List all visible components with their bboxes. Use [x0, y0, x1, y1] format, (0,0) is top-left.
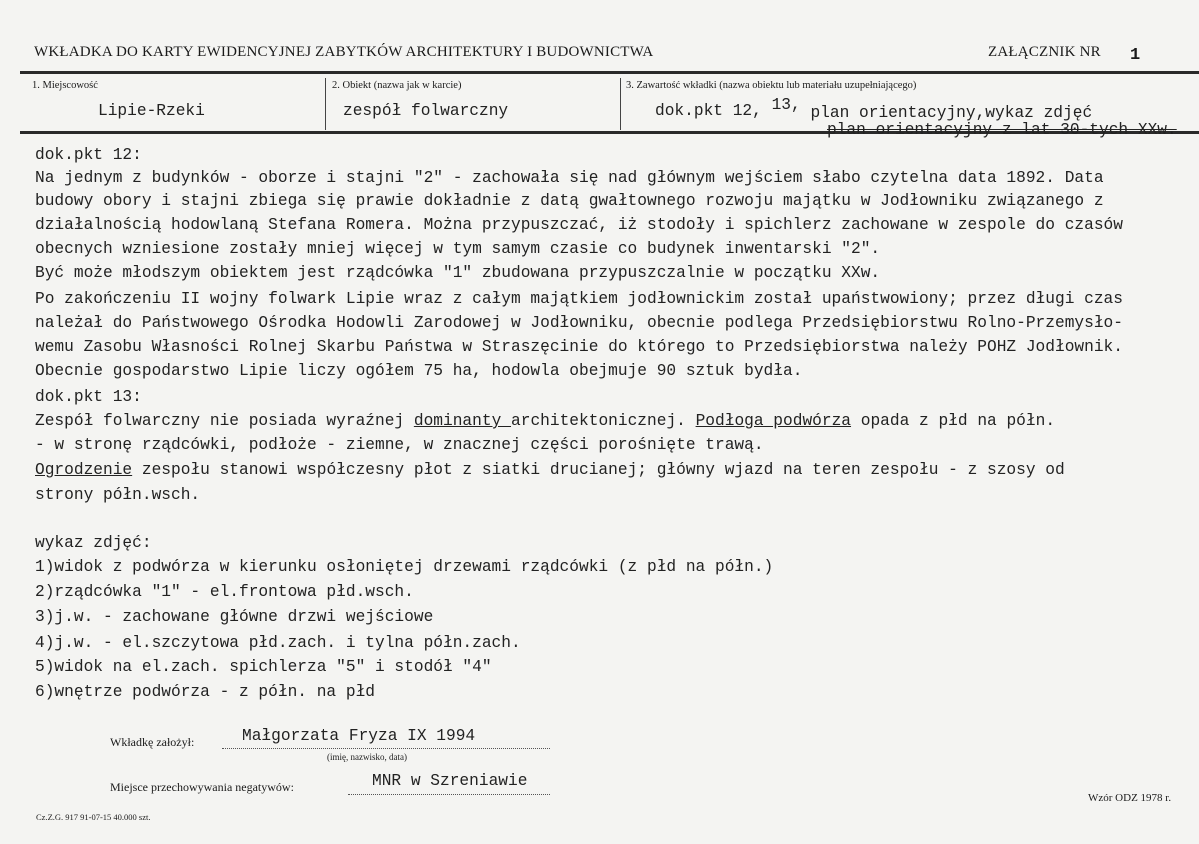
- author-hint: (imię, nazwisko, data): [327, 752, 407, 762]
- contents-part: dok.pkt 12,: [655, 102, 772, 120]
- section-heading: dok.pkt 13:: [35, 388, 142, 406]
- text-line: należał do Państwowego Ośrodka Hodowli Zarodowej w Jodłowniku, obecnie podlega Przedsiębiorstwu Rolno-Przemysło-: [35, 314, 1123, 332]
- photo-item: 1)widok z podwórza w kierunku osłoniętej drzewami rządcówki (z płd na półn.): [35, 558, 774, 576]
- print-info: Cz.Z.G. 917 91-07-15 40.000 szt.: [36, 812, 151, 822]
- text-part: Ogrodzenie: [35, 461, 133, 479]
- text-part: opada z płd na półn.: [851, 412, 1056, 430]
- text-line: Na jednym z budynków - oborze i stajni "2" - zachowała się nad głównym wejściem słabo czytelna data 1892. Data: [35, 169, 1104, 187]
- text-line: Po zakończeniu II wojny folwark Lipie wraz z całym majątkiem jodłownickim został upaństwowiony; przez długi czas: [35, 290, 1123, 308]
- top-rule: [20, 71, 1199, 74]
- text-line: - w stronę rządcówki, podłoże - ziemne, w znacznej części porośnięte trawą.: [35, 436, 764, 454]
- form-model: Wzór ODZ 1978 r.: [1088, 792, 1172, 804]
- contents-value: [655, 96, 1093, 122]
- text-line: strony półn.wsch.: [35, 486, 201, 504]
- document-title: WKŁADKA DO KARTY EWIDENCYJNEJ ZABYTKÓW ARCHITEKTURY I BUDOWNICTWA: [34, 44, 654, 60]
- contents-part: 13,: [771, 96, 801, 114]
- object-value: zespół folwarczny: [343, 102, 509, 120]
- contents-value-2: plan orientacyjny z lat 30-tych XXw.: [827, 121, 1177, 139]
- text-line: Być może młodszym obiektem jest rządcówka "1" zbudowana przypuszczalnie w początku XXw.: [35, 264, 881, 282]
- text-line: obecnych wzniesione zostały mniej więcej w tym samym czasie co budynek inwentarski "2".: [35, 240, 881, 258]
- photo-item: 2)rządcówka "1" - el.frontowa płd.wsch.: [35, 583, 414, 601]
- attachment-number: 1: [1130, 46, 1141, 65]
- photo-item: 5)widok na el.zach. spichlerza "5" i stodół "4": [35, 658, 492, 676]
- photo-item: 4)j.w. - el.szczytowa płd.zach. i tylna półn.zach.: [35, 634, 521, 652]
- photo-item: 6)wnętrze podwórza - z półn. na płd: [35, 683, 375, 701]
- text-part: zespołu stanowi współczesny płot z siatki drucianej; główny wjazd na teren zespołu - z szosy od: [132, 461, 1065, 479]
- contents-label: 3. Zawartość wkładki (nazwa obiektu lub materiału uzupełniającego): [626, 80, 917, 91]
- text-line: budowy obory i stajni zbiega się prawie dokładnie z datą gwałtownego rozwoju majątku w Jodłowniku związanego z: [35, 192, 1104, 210]
- section-heading: wykaz zdjęć:: [35, 534, 152, 552]
- text-part: dominanty: [413, 412, 512, 430]
- text-part: Zespół folwarczny nie posiada wyraźnej: [35, 412, 414, 430]
- text-line: [35, 412, 1055, 430]
- locality-value: Lipie-Rzeki: [98, 102, 205, 120]
- text-line: Obecnie gospodarstwo Lipie liczy ogółem 75 ha, hodowla obejmuje 90 sztuk bydła.: [35, 362, 803, 380]
- text-part: Podłoga podwórza: [695, 412, 852, 430]
- negatives-label: Miejsce przechowywania negatywów:: [110, 780, 294, 794]
- column-divider: [620, 78, 621, 130]
- section-heading: dok.pkt 12:: [35, 146, 142, 164]
- contents-part: plan orientacyjny,wykaz zdjęć: [810, 104, 1093, 122]
- text-line: wemu Zasobu Własności Rolnej Skarbu Państwa w Straszęcinie do którego to Przedsiębiorstwa należy POHZ Jodłownik.: [35, 338, 1123, 356]
- text-part: architektonicznej.: [511, 412, 696, 430]
- author-value: Małgorzata Fryza IX 1994: [242, 727, 476, 745]
- photo-item: 3)j.w. - zachowane główne drzwi wejściowe: [35, 608, 434, 626]
- negatives-value: MNR w Szreniawie: [372, 772, 528, 790]
- author-label: Wkładkę założył:: [110, 735, 195, 749]
- text-line: działalnością hodowlaną Stefana Romera. Można przypuszczać, iż stodoły i spichlerz zachowane w zespole do czasów: [35, 216, 1123, 234]
- attachment-label: ZAŁĄCZNIK NR: [988, 44, 1101, 60]
- column-divider: [325, 78, 326, 130]
- text-line: [35, 461, 1065, 479]
- locality-label: 1. Miejscowość: [32, 80, 98, 91]
- object-label: 2. Obiekt (nazwa jak w karcie): [332, 80, 462, 91]
